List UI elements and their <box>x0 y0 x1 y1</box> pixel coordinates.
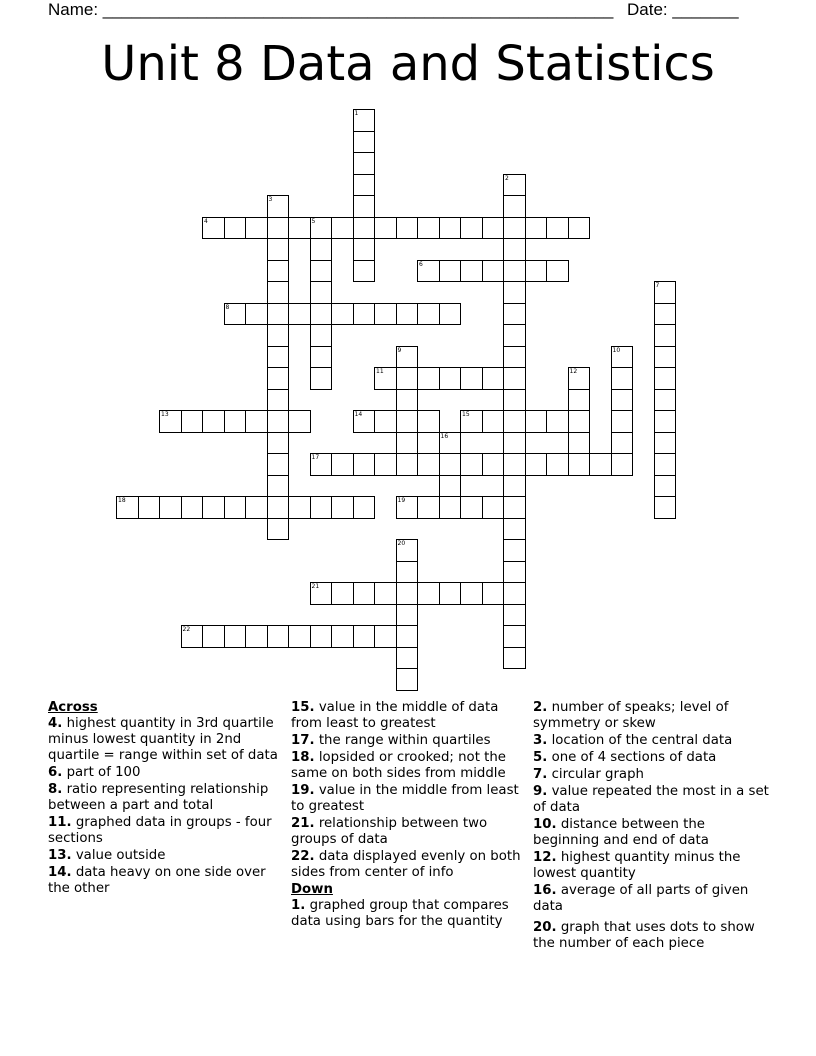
crossword-cell[interactable] <box>202 217 225 240</box>
crossword-cell[interactable] <box>503 604 526 627</box>
crossword-cell[interactable] <box>396 539 419 562</box>
crossword-cell[interactable] <box>310 453 333 476</box>
clue-number: 6 <box>419 260 423 268</box>
clue-number: 16 <box>440 432 449 440</box>
crossword-cell[interactable] <box>353 260 376 283</box>
crossword-cell[interactable] <box>353 453 376 476</box>
clue-number: 14 <box>354 411 363 418</box>
crossword-cell[interactable] <box>353 131 376 154</box>
crossword-cell[interactable] <box>417 496 440 519</box>
crossword-cell[interactable] <box>159 496 182 519</box>
crossword-cell[interactable] <box>396 303 419 326</box>
crossword-cell[interactable] <box>288 625 311 648</box>
crossword-cell[interactable] <box>417 453 440 476</box>
crossword-cell[interactable] <box>374 217 397 240</box>
crossword-cell[interactable] <box>396 668 419 691</box>
crossword-cell[interactable] <box>460 367 483 390</box>
crossword-cell[interactable] <box>353 303 376 326</box>
crossword-cell[interactable] <box>503 281 526 304</box>
crossword-cell[interactable] <box>503 518 526 541</box>
crossword-cell[interactable] <box>116 496 139 519</box>
crossword-cell[interactable] <box>267 217 290 240</box>
crossword-cell[interactable] <box>654 475 677 498</box>
across-heading: Across <box>48 700 98 715</box>
crossword-cell[interactable] <box>181 496 204 519</box>
clue-number: 22 <box>182 626 191 633</box>
across-clue-8: 8. ratio representing relationship between a part and total <box>48 782 269 813</box>
crossword-cell[interactable] <box>267 260 290 283</box>
crossword-cell[interactable] <box>396 410 419 433</box>
crossword-cell[interactable] <box>310 496 333 519</box>
crossword-cell[interactable] <box>224 303 247 326</box>
crossword-cell[interactable] <box>396 346 419 369</box>
crossword-cell[interactable] <box>439 475 462 498</box>
across-clue-6: 6. part of 100 <box>48 765 141 780</box>
crossword-cell[interactable] <box>374 625 397 648</box>
clue-number: 20 <box>397 540 406 547</box>
across-clue-21: 21. relationship between two groups of data <box>291 816 488 847</box>
crossword-cell[interactable] <box>503 582 526 605</box>
crossword-cell[interactable] <box>460 410 483 433</box>
crossword-cell[interactable] <box>503 410 526 433</box>
crossword-cell[interactable] <box>396 367 419 390</box>
crossword-cell[interactable] <box>267 346 290 369</box>
crossword-cell[interactable] <box>288 217 311 240</box>
crossword-cell[interactable] <box>331 582 354 605</box>
crossword-cell[interactable] <box>396 432 419 455</box>
crossword-cell[interactable] <box>353 496 376 519</box>
across-clue-11: 11. graphed data in groups - four sections <box>48 815 272 846</box>
crossword-cell[interactable] <box>353 582 376 605</box>
crossword-cell[interactable] <box>288 496 311 519</box>
crossword-cell[interactable] <box>138 496 161 519</box>
crossword-cell[interactable] <box>224 217 247 240</box>
down-clue-5: 5. one of 4 sections of data <box>533 750 717 765</box>
crossword-cell[interactable] <box>288 303 311 326</box>
crossword-cell[interactable] <box>374 303 397 326</box>
crossword-cell[interactable] <box>503 324 526 347</box>
crossword-cell[interactable] <box>159 410 182 433</box>
down-clue-12: 12. highest quantity minus the lowest quantity <box>533 850 741 881</box>
crossword-cell[interactable] <box>310 238 333 261</box>
crossword-cell[interactable] <box>396 453 419 476</box>
crossword-cell[interactable] <box>353 195 376 218</box>
crossword-cell[interactable] <box>374 582 397 605</box>
crossword-cell[interactable] <box>224 496 247 519</box>
crossword-cell[interactable] <box>353 217 376 240</box>
crossword-cell[interactable] <box>267 453 290 476</box>
across-clue-22: 22. data displayed evenly on both sides from center of info <box>291 849 521 880</box>
crossword-cell[interactable] <box>310 260 333 283</box>
crossword-cell[interactable] <box>503 647 526 670</box>
crossword-cell[interactable] <box>374 453 397 476</box>
crossword-cell[interactable] <box>417 582 440 605</box>
crossword-cell[interactable] <box>611 432 634 455</box>
across-clue-4: 4. highest quantity in 3rd quartile minus lowest quantity in 2nd quartile = range within set of data <box>48 716 278 763</box>
crossword-cell[interactable] <box>439 582 462 605</box>
across-clue-17: 17. the range within quartiles <box>291 733 491 748</box>
page-title: Unit 8 Data and Statistics <box>101 36 715 92</box>
crossword-cell[interactable] <box>224 625 247 648</box>
clue-number: 9 <box>397 346 402 354</box>
crossword-cell[interactable] <box>267 281 290 304</box>
crossword-cell[interactable] <box>503 389 526 412</box>
crossword-cell[interactable] <box>568 217 591 240</box>
crossword-cell[interactable] <box>267 195 290 218</box>
crossword-cell[interactable] <box>525 410 548 433</box>
crossword-cell[interactable] <box>654 303 677 326</box>
crossword-cell[interactable] <box>396 496 419 519</box>
clue-number: 3 <box>268 196 273 203</box>
crossword-cell[interactable] <box>654 432 677 455</box>
crossword-cell[interactable] <box>353 238 376 261</box>
crossword-cell[interactable] <box>503 346 526 369</box>
crossword-cell[interactable] <box>310 346 333 369</box>
crossword-cell[interactable] <box>353 152 376 175</box>
across-clue-13: 13. value outside <box>48 848 166 863</box>
crossword-cell[interactable] <box>460 453 483 476</box>
clues-column-1 <box>48 700 284 898</box>
crossword-cell[interactable] <box>181 625 204 648</box>
crossword-cell[interactable] <box>439 453 462 476</box>
crossword-cell[interactable] <box>611 346 634 369</box>
crossword-cell[interactable] <box>503 475 526 498</box>
crossword-cell[interactable] <box>568 453 591 476</box>
crossword-cell[interactable] <box>310 324 333 347</box>
crossword-cell[interactable] <box>310 217 333 240</box>
crossword-cell[interactable] <box>310 303 333 326</box>
crossword-cell[interactable] <box>503 561 526 584</box>
clue-number: 5 <box>311 217 316 225</box>
crossword-cell[interactable] <box>611 389 634 412</box>
name-label: Name: ______________________________________________________ <box>48 0 614 19</box>
crossword-cell[interactable] <box>503 174 526 197</box>
crossword-cell[interactable] <box>267 389 290 412</box>
crossword-cell[interactable] <box>245 496 268 519</box>
crossword-cell[interactable] <box>568 410 591 433</box>
clue-number: 13 <box>161 411 169 418</box>
crossword-cell[interactable] <box>546 453 569 476</box>
crossword-cell[interactable] <box>267 367 290 390</box>
crossword-cell[interactable] <box>353 174 376 197</box>
crossword-cell[interactable] <box>439 303 462 326</box>
crossword-cell[interactable] <box>482 410 505 433</box>
crossword-cell[interactable] <box>310 281 333 304</box>
across-clue-15: 15. value in the middle of data from least to greatest <box>291 700 499 731</box>
crossword-cell[interactable] <box>417 367 440 390</box>
crossword-cell[interactable] <box>611 410 634 433</box>
crossword-cell[interactable] <box>439 496 462 519</box>
crossword-cell[interactable] <box>245 625 268 648</box>
crossword-cell[interactable] <box>439 367 462 390</box>
crossword-cell[interactable] <box>396 217 419 240</box>
crossword-cell[interactable] <box>374 410 397 433</box>
clue-number: 10 <box>612 346 621 354</box>
crossword-cell[interactable] <box>267 238 290 261</box>
down-clue-7: 7. circular graph <box>533 767 644 782</box>
crossword-cell[interactable] <box>654 389 677 412</box>
crossword-cell[interactable] <box>331 496 354 519</box>
crossword-cell[interactable] <box>202 496 225 519</box>
across-clue-18: 18. lopsided or crooked; not the same on both sides from middle <box>291 750 506 781</box>
date-label: Date: _______ <box>627 0 739 19</box>
clue-number: 7 <box>655 282 660 289</box>
crossword-cell[interactable] <box>396 625 419 648</box>
crossword-cell[interactable] <box>267 410 290 433</box>
down-clue-2: 2. number of speaks; level of symmetry or skew <box>533 700 729 731</box>
crossword-cell[interactable] <box>611 367 634 390</box>
crossword-cell[interactable] <box>331 217 354 240</box>
crossword-cell[interactable] <box>331 453 354 476</box>
crossword-cell[interactable] <box>396 561 419 584</box>
crossword-cell[interactable] <box>654 453 677 476</box>
clue-number: 2 <box>505 174 509 182</box>
crossword-cell[interactable] <box>245 217 268 240</box>
crossword-cell[interactable] <box>482 367 505 390</box>
crossword-cell[interactable] <box>374 367 397 390</box>
clue-number: 11 <box>376 368 384 375</box>
crossword-cell[interactable] <box>503 260 526 283</box>
crossword-cell[interactable] <box>417 217 440 240</box>
crossword-cell[interactable] <box>503 303 526 326</box>
crossword-cell[interactable] <box>654 346 677 369</box>
crossword-cell[interactable] <box>654 410 677 433</box>
down-clue-3: 3. location of the central data <box>533 733 733 748</box>
crossword-cell[interactable] <box>224 410 247 433</box>
clue-number: 12 <box>569 368 578 375</box>
crossword-cell[interactable] <box>546 410 569 433</box>
crossword-cell[interactable] <box>331 303 354 326</box>
crossword-cell[interactable] <box>482 582 505 605</box>
crossword-cell[interactable] <box>267 303 290 326</box>
crossword-cell[interactable] <box>503 367 526 390</box>
crossword-cell[interactable] <box>267 496 290 519</box>
crossword-cell[interactable] <box>654 367 677 390</box>
crossword-cell[interactable] <box>310 367 333 390</box>
crossword-cell[interactable] <box>267 475 290 498</box>
crossword-cell[interactable] <box>568 389 591 412</box>
crossword-cell[interactable] <box>503 432 526 455</box>
crossword-cell[interactable] <box>245 410 268 433</box>
crossword-cell[interactable] <box>460 217 483 240</box>
crossword-cell[interactable] <box>439 432 462 455</box>
crossword-cell[interactable] <box>417 260 440 283</box>
crossword-cell[interactable] <box>525 260 548 283</box>
across-clue-19: 19. value in the middle from least to greatest <box>291 783 519 814</box>
down-clue-20: 20. graph that uses dots to show the number of each piece <box>533 920 755 951</box>
crossword-cell[interactable] <box>202 625 225 648</box>
down-clue-1: 1. graphed group that compares data using bars for the quantity <box>291 898 509 929</box>
crossword-cell[interactable] <box>654 324 677 347</box>
crossword-cell[interactable] <box>310 625 333 648</box>
clue-number: 18 <box>118 497 126 504</box>
crossword-cell[interactable] <box>439 260 462 283</box>
crossword-cell[interactable] <box>396 604 419 627</box>
clue-number: 8 <box>225 303 230 311</box>
crossword-cell[interactable] <box>267 625 290 648</box>
crossword-cell[interactable] <box>288 410 311 433</box>
crossword-cell[interactable] <box>589 453 612 476</box>
crossword-cell[interactable] <box>460 496 483 519</box>
crossword-cell[interactable] <box>417 303 440 326</box>
crossword-cell[interactable] <box>503 195 526 218</box>
crossword-cell[interactable] <box>503 496 526 519</box>
crossword-cell[interactable] <box>546 260 569 283</box>
down-clue-16: 16. average of all parts of given data <box>533 883 749 914</box>
crossword-cell[interactable] <box>396 582 419 605</box>
crossword-cell[interactable] <box>353 109 376 132</box>
down-clue-9: 9. value repeated the most in a set of data <box>533 784 769 815</box>
crossword-cell[interactable] <box>482 496 505 519</box>
crossword-cell[interactable] <box>331 625 354 648</box>
clues-column-3 <box>533 700 769 953</box>
crossword-cell[interactable] <box>568 367 591 390</box>
crossword-cell[interactable] <box>267 324 290 347</box>
crossword-cell[interactable] <box>503 238 526 261</box>
clues-column-2 <box>291 700 525 931</box>
crossword-cell[interactable] <box>482 260 505 283</box>
crossword-cell[interactable] <box>503 539 526 562</box>
clue-number: 21 <box>311 583 320 590</box>
crossword-cell[interactable] <box>439 217 462 240</box>
crossword-cell[interactable] <box>611 453 634 476</box>
crossword-cell[interactable] <box>654 496 677 519</box>
clue-number: 15 <box>462 411 470 418</box>
crossword-cell[interactable] <box>503 453 526 476</box>
crossword-cell[interactable] <box>525 217 548 240</box>
crossword-cell[interactable] <box>482 453 505 476</box>
crossword-cell[interactable] <box>460 260 483 283</box>
crossword-cell[interactable] <box>353 625 376 648</box>
crossword-cell[interactable] <box>267 432 290 455</box>
crossword-cell[interactable] <box>396 389 419 412</box>
crossword-cell[interactable] <box>202 410 225 433</box>
crossword-cell[interactable] <box>546 217 569 240</box>
clue-number: 19 <box>397 497 406 504</box>
down-clue-10: 10. distance between the beginning and end of data <box>533 817 709 848</box>
clue-number: 17 <box>311 454 320 461</box>
crossword-cell[interactable] <box>181 410 204 433</box>
down-heading: Down <box>291 882 333 897</box>
crossword-cell[interactable] <box>482 217 505 240</box>
crossword-cell[interactable] <box>503 625 526 648</box>
crossword-cell[interactable] <box>310 582 333 605</box>
crossword-cell[interactable] <box>417 410 440 433</box>
across-clue-14: 14. data heavy on one side over the other <box>48 865 266 896</box>
crossword-cell[interactable] <box>245 303 268 326</box>
crossword-cell[interactable] <box>267 518 290 541</box>
crossword-cell[interactable] <box>525 453 548 476</box>
crossword-cell[interactable] <box>353 410 376 433</box>
clue-number: 1 <box>354 110 359 117</box>
crossword-cell[interactable] <box>460 582 483 605</box>
crossword-cell[interactable] <box>654 281 677 304</box>
crossword-cell[interactable] <box>396 647 419 670</box>
clue-number: 4 <box>204 217 208 225</box>
crossword-cell[interactable] <box>568 432 591 455</box>
crossword-cell[interactable] <box>503 217 526 240</box>
